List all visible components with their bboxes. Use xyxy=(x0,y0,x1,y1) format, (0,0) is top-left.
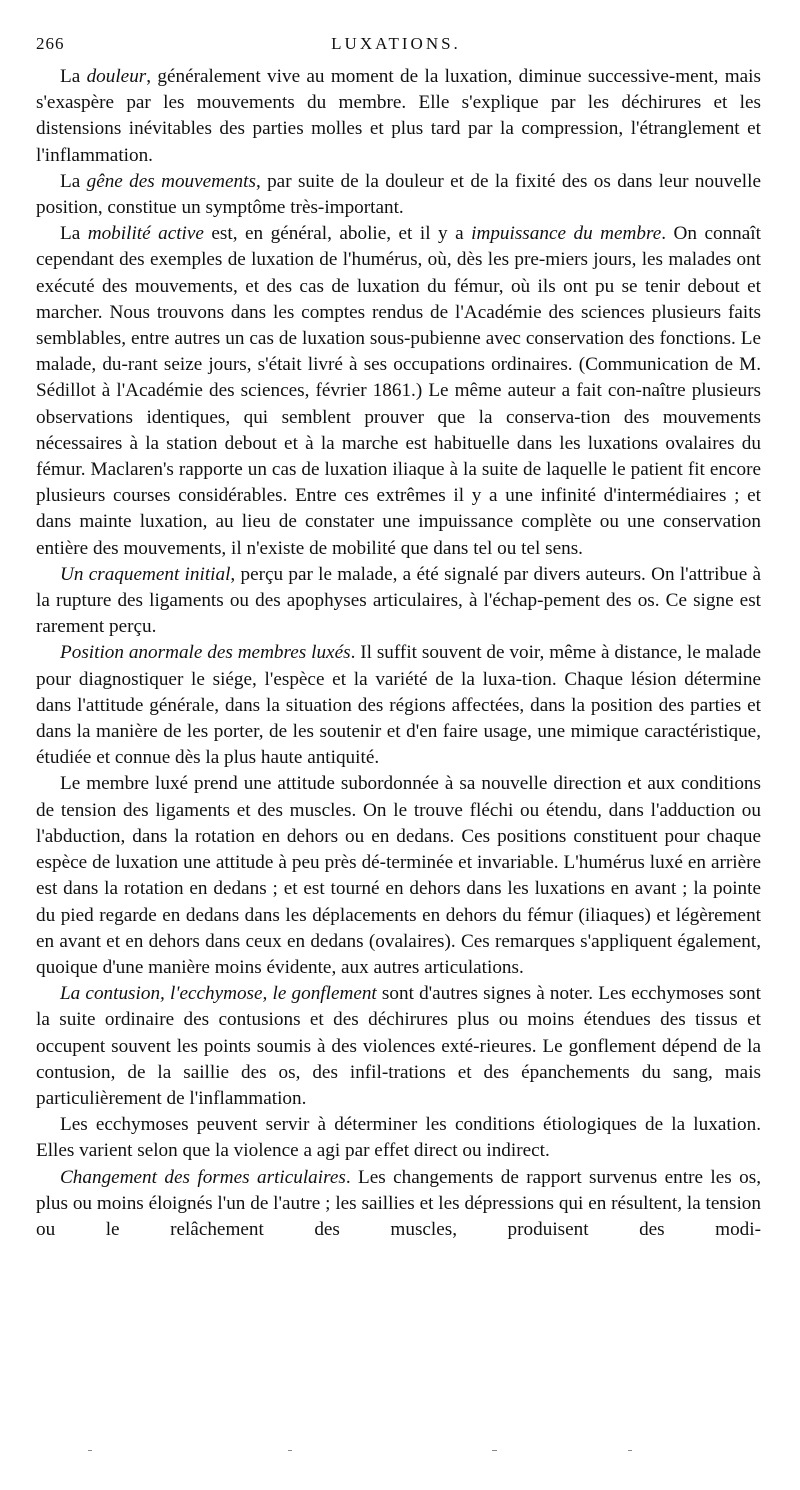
italic-term: douleur xyxy=(86,66,147,87)
paragraph-text: , perçu par le malade, a été signalé par divers auteurs. On l'attribue à la rupture des ligaments ou des apophyses articulaires, à l'échap-pement des os. Ce signe est rarement perçu. xyxy=(36,563,761,638)
paragraph-text: , généralement vive au moment de la luxation, diminue successive-ment, mais s'exaspère par les mouvements du membre. Elle s'explique par les déchirures et les distensions inévitables des parties molles et plus tard par la compression, l'étranglement et l'inflammation. xyxy=(36,66,761,166)
paragraph-text: Le membre luxé prend une attitude subordonnée à sa nouvelle direction et aux conditions de tension des ligaments et des muscles. On le trouve fléchi ou étendu, dans l'adduction ou l'abduction, dans la rotation en dehors ou en dedans. Ces positions constituent pour chaque espèce de luxation une attitude à peu près dé-terminée et invariable. L'humérus luxé en arrière est dans la rotation en dedans ; et est tourné en dehors dans les luxations en avant ; la pointe du pied regarde en dedans dans les déplacements en dehors du fémur (iliaques) et légèrement en avant et en dehors dans ceux en dedans (ovalaires). Ces remarques s'appliquent également, quoique d'une manière moins évidente, aux autres articulations. xyxy=(36,773,761,978)
paragraph-text-2: . On connaît cependant des exemples de luxation de l'humérus, où, dès les pre-miers jours, les malades ont exécuté des mouvements, et des cas de luxation du fémur, où ils ont pu se tenir debout et marcher. Nous trouvons dans les comptes rendus de l'Académie des sciences plusieurs faits semblables, entre autres un cas de luxation sous-pubienne avec conservation des fonctions. Le malade, du-rant seize jours, s'était livré à ses occupations ordinaires. (Communication de M. Sédillot à l'Académie des sciences, février 1861.) Le même auteur a fait con-naître plusieurs observations identiques, qui semblent prouver que la conserva-tion des mouvements nécessaires à la station debout et à la marche est habituelle dans les luxations ovalaires du fémur. Maclaren's rapporte un cas de luxation iliaque à la suite de laquelle le patient fit encore plusieurs courses considérables. Entre ces extrêmes il y a une infinité d'intermédiaires ; et dans mainte luxation, au lieu de constater une impuissance complète ou une conservation entière des mouvements, il n'existe de mobilité que dans tel ou tel sens. xyxy=(36,223,761,559)
italic-term: gêne des mouvements xyxy=(86,170,256,192)
paragraph-ecchymoses xyxy=(36,1112,761,1164)
body-text xyxy=(36,64,761,1243)
paragraph-text: sont d'autres signes à noter. Les ecchymoses sont la suite ordinaire des contusions et des déchirures plus ou moins étendues des tissus et occupent souvent les points soumis à des violences exté-rieures. Le gonflement dépend de la contusion, de la saillie des os, des infil-trations et des épanchements du sang, mais particulièrement de l'inflammation. xyxy=(36,983,761,1109)
print-mark xyxy=(288,1450,292,1451)
paragraph-craquement xyxy=(36,562,761,641)
paragraph-membre-luxe xyxy=(36,771,761,981)
paragraph-text: . Les changements de rapport survenus entre les os, plus ou moins éloignés l'un de l'autre ; les saillies et les dépressions qui en résultent, la tension ou le relâchement des muscles, produisent des modi- xyxy=(36,1166,761,1240)
paragraph-text: Les ecchymoses peuvent servir à déterminer les conditions étiologiques de la luxation. Elles varient selon que la violence a agi par effet direct ou indirect. xyxy=(36,1114,761,1162)
italic-term: Position anormale des membres luxés xyxy=(60,642,351,664)
paragraph-gene xyxy=(36,169,761,221)
print-mark xyxy=(88,1450,92,1451)
running-title: LUXATIONS. xyxy=(331,34,461,53)
paragraph-lead-in: La xyxy=(60,170,87,192)
italic-term-2: impuissance du membre xyxy=(471,223,662,245)
paragraph-position xyxy=(36,640,761,771)
paragraph-lead-in: La xyxy=(60,66,87,87)
paragraph-douleur xyxy=(36,64,761,169)
italic-term: La contusion, l'ecchymose, le gonflement xyxy=(60,983,377,1005)
paragraph-contusion xyxy=(36,981,761,1112)
paragraph-lead-in: La xyxy=(60,223,88,245)
page-header xyxy=(36,34,756,58)
italic-term: Changement des formes articulaires xyxy=(60,1166,346,1188)
paragraph-text: . Il suffit souvent de voir, même à distance, le malade pour diagnostiquer le siége, l'espèce et la variété de la luxa-tion. Chaque lésion détermine dans l'attitude générale, dans la situation des régions affectées, dans la position des parties et dans la manière de les porter, de les soutenir et d'en faire usage, une mimique caractéristique, étudiée et connue dès la plus haute antiquité. xyxy=(36,642,761,769)
italic-term: mobilité active xyxy=(87,223,204,245)
footer-print-marks xyxy=(0,1450,800,1456)
print-mark xyxy=(492,1450,497,1451)
italic-term: Un craquement initial xyxy=(60,563,231,585)
paragraph-text: est, en général, abolie, et il y a xyxy=(203,223,472,245)
paragraph-changement xyxy=(36,1165,761,1244)
paragraph-mobilite xyxy=(36,221,761,562)
page-number: 266 xyxy=(36,34,65,53)
print-mark xyxy=(628,1450,632,1451)
paragraph-text: , par suite de la douleur et de la fixité des os dans leur nouvelle position, constitue un symptôme très-important. xyxy=(36,170,761,219)
